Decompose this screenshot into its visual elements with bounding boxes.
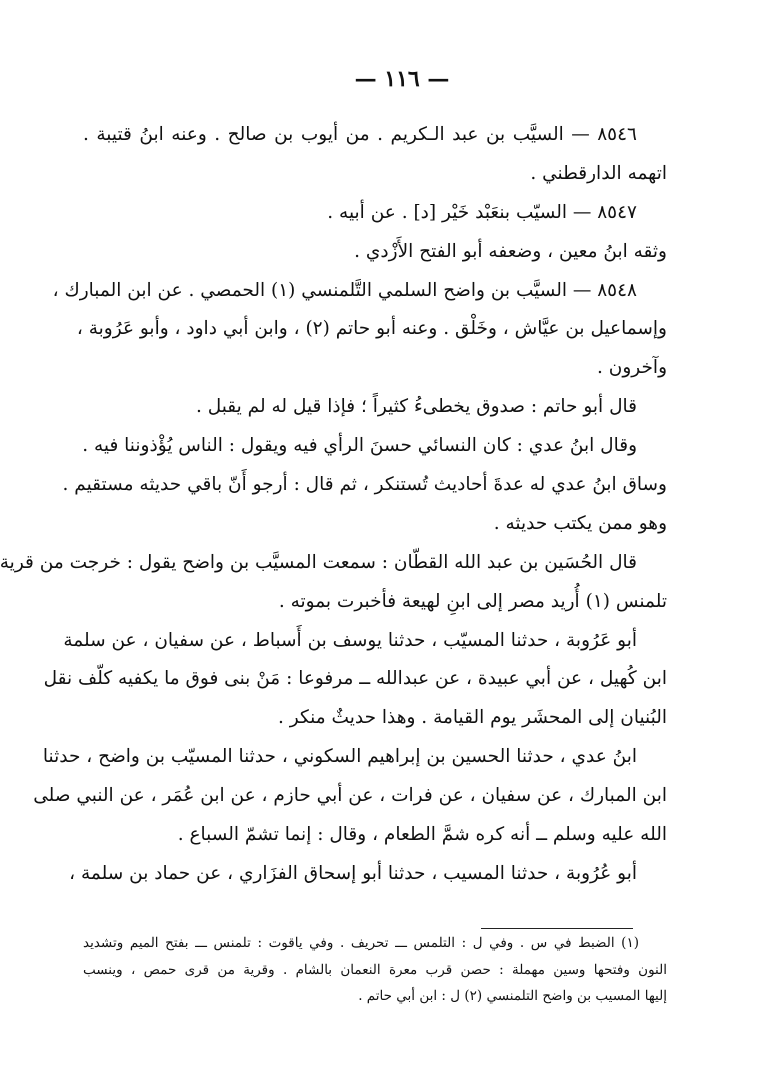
- footnotes: [83, 930, 667, 1010]
- main-text: [0, 116, 667, 894]
- text-line: قال أبو حاتم : صدوق يخطىءُ كثيراً ؛ فإذا قيل له لم يقبل .: [195, 396, 637, 418]
- text-line: ٨٥٤٨ — السيَّب بن واضح السلمي التَّلمنسي (١) الحمصي . عن ابن المبارك ،: [52, 279, 637, 301]
- text-line: ابن كُهيل ، عن أبي عبيدة ، عن عبدالله ــ مرفوعا : مَنْ بنى فوق ما يكفيه كلّف نقل: [43, 668, 667, 690]
- text-line: وآخرون .: [597, 357, 667, 379]
- text-line: ٨٥٤٦ — السيَّب بن عبد الـكريم . من أيوب بن صالح . وعنه ابنُ قتيبة .: [83, 124, 637, 145]
- text-line: وإسماعيل بن عيَّاش ، وخَلْق . وعنه أبو حاتم (٢) ، وابن أبي داود ، وأبو عَرُوبة ،: [76, 318, 667, 340]
- footnote-divider: [481, 928, 633, 929]
- text-line: ابن المبارك ، عن سفيان ، عن فرات ، عن أبي حازم ، عن ابن عُمَر ، عن النبي صلى: [33, 785, 667, 807]
- footnote-line: النون وفتحها وسين مهملة : حصن قرب معرة النعمان بالشام . وقرية من قرى حمص ، وينسب: [83, 961, 667, 978]
- text-line: اتهمه الدارقطني .: [530, 162, 667, 184]
- text-line: وقال ابنُ عدي : كان النسائي حسنَ الرأي فيه ويقول : الناس يُؤْذوننا فيه .: [82, 435, 637, 457]
- text-line: الله عليه وسلم ــ أنه كره شمَّ الطعام ، وقال : إنما تشمّ السباع .: [177, 824, 667, 846]
- text-line: وثقه ابنُ معين ، وضعفه أبو الفتح الأَزْدي .: [354, 240, 667, 262]
- text-line: ابنُ عدي ، حدثنا الحسين بن إبراهيم السكوني ، حدثنا المسيّب بن واضح ، حدثنا: [42, 746, 637, 768]
- page-number: — ١١٦ —: [354, 66, 450, 92]
- text-line: أبو عُرُوبة ، حدثنا المسيب ، حدثنا أبو إسحاق الفزَاري ، عن حماد بن سلمة ،: [69, 862, 637, 884]
- footnote-line: (١) الضبط في س . وفي ل : التلمس ـــ تحريف . وفي ياقوت : تلمنس ـــ بفتح الميم وتشديد: [83, 935, 639, 951]
- text-line: وساق ابنُ عدي له عدةَ أحاديث تُستنكر ، ثم قال : أرجو أَنّ باقي حديثه مستقيم .: [62, 474, 667, 496]
- text-line: تلمنس (١) أُريد مصر إلى ابنِ لهيعة فأخبرت بموته .: [278, 590, 667, 612]
- text-line: قال الحُسَين بن عبد الله القطّان : سمعت المسيَّب بن واضح يقول : خرجت من قرية: [0, 551, 637, 573]
- text-line: البُنيان إلى المحشَر يوم القيامة . وهذا حديثٌ منكر .: [277, 707, 667, 729]
- text-line: أبو عَرُوبة ، حدثنا المسيّب ، حدثنا يوسف بن أَسباط ، عن سفيان ، عن سلمة: [63, 629, 637, 651]
- text-line: ٨٥٤٧ — السيّب بنعَبْد خَيْر [د] . عن أبيه .: [327, 201, 637, 223]
- footnote-line: إليها المسيب بن واضح التلمنسي (٢) ل : ابن أبي حاتم .: [358, 988, 667, 1004]
- text-line: وهو ممن يكتب حديثه .: [493, 512, 667, 534]
